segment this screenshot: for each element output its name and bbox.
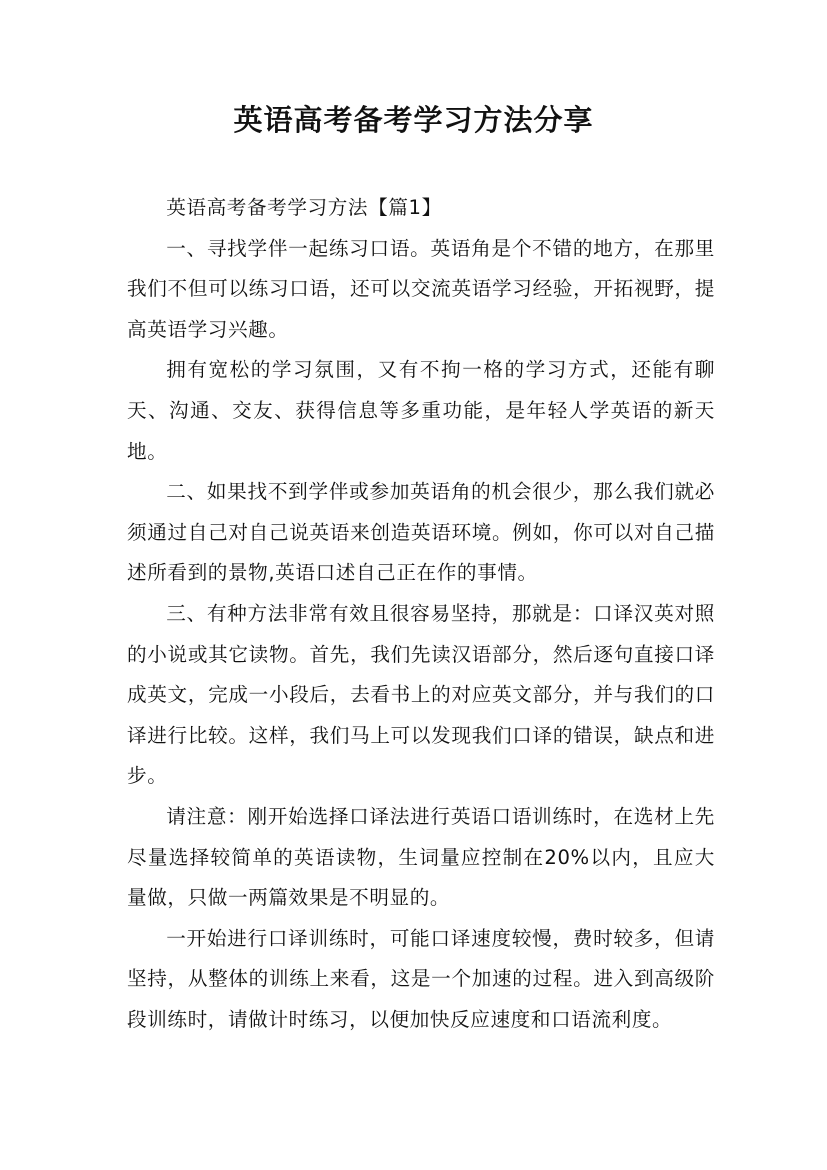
paragraph: 一、寻找学伴一起练习口语。英语角是个不错的地方，在那里我们不但可以练习口语，还可以交流英语学习经验，开拓视野，提高英语学习兴趣。 (127, 236, 715, 341)
paragraph: 请注意：刚开始选择口译法进行英语口语训练时，在选材上先尽量选择较简单的英语读物，生词量应控制在20%以内，且应大量做，只做一两篇效果是不明显的。 (127, 804, 715, 910)
paragraph: 三、有种方法非常有效且很容易坚持，那就是：口译汉英对照的小说或其它读物。首先，我们先读汉语部分，然后逐句直接口译成英文，完成一小段后，去看书上的对应英文部分，并与我们的口译进行比较。这样，我们马上可以发现我们口译的错误，缺点和进步。 (127, 601, 715, 788)
paragraph: 拥有宽松的学习氛围，又有不拘一格的学习方式，还能有聊天、沟通、交友、获得信息等多重功能，是年轻人学英语的新天地。 (127, 358, 715, 463)
document-body (127, 188, 715, 1040)
section-heading: 英语高考备考学习方法【篇1】 (166, 196, 442, 219)
paragraph: 一开始进行口译训练时，可能口译速度较慢，费时较多，但请坚持，从整体的训练上来看，这是一个加速的过程。进入到高级阶段训练时，请做计时练习，以便加快反应速度和口语流利度。 (127, 926, 715, 1031)
document-title: 英语高考备考学习方法分享 (233, 103, 594, 137)
paragraph: 二、如果找不到学伴或参加英语角的机会很少，那么我们就必须通过自己对自己说英语来创造英语环境。例如，你可以对自己描述所看到的景物,英语口述自己正在作的事情。 (127, 480, 715, 585)
